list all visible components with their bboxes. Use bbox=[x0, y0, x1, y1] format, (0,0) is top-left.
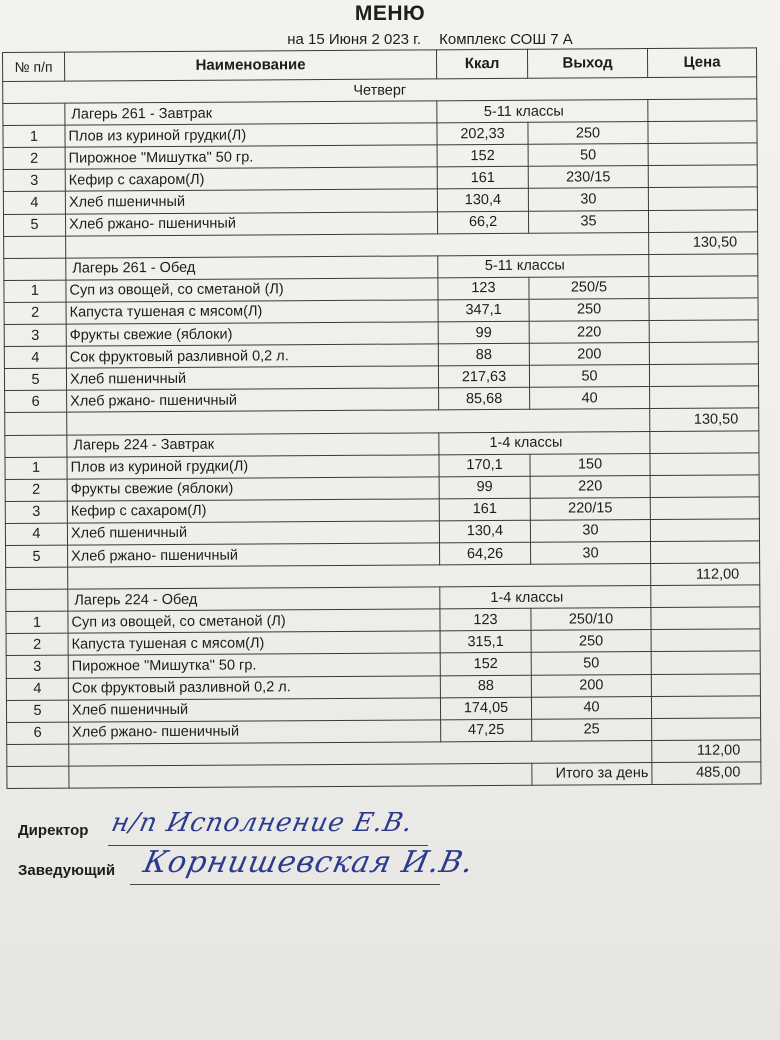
item-number: 2 bbox=[4, 302, 66, 324]
item-price bbox=[650, 386, 759, 409]
item-output: 40 bbox=[531, 696, 651, 719]
item-name: Плов из куриной грудки(Л) bbox=[67, 454, 439, 478]
item-name: Хлеб пшеничный bbox=[67, 521, 439, 545]
item-number: 5 bbox=[3, 214, 65, 236]
item-number: 2 bbox=[5, 479, 67, 501]
item-kcal: 88 bbox=[440, 675, 531, 698]
manager-signature: Корнишевская И.В. bbox=[140, 845, 478, 880]
day-total-num-cell bbox=[7, 766, 69, 788]
item-output: 230/15 bbox=[528, 166, 648, 189]
item-name: Хлеб ржано- пшеничный bbox=[67, 388, 439, 412]
item-price bbox=[649, 298, 758, 321]
total-num-cell bbox=[6, 567, 68, 589]
item-name: Сок фруктовый разливной 0,2 л. bbox=[68, 675, 440, 699]
complex-name: Комплекс СОШ 7 А bbox=[439, 31, 573, 48]
section-header-num-cell bbox=[6, 589, 68, 611]
item-output: 35 bbox=[528, 210, 648, 233]
item-number: 6 bbox=[5, 390, 67, 412]
item-kcal: 315,1 bbox=[440, 631, 531, 654]
manager-label: Заведующий bbox=[18, 862, 116, 879]
item-number: 1 bbox=[5, 457, 67, 479]
item-name: Хлеб ржано- пшеничный bbox=[65, 211, 437, 235]
item-output: 50 bbox=[531, 652, 651, 675]
section-header-num-cell bbox=[4, 258, 66, 280]
item-kcal: 99 bbox=[438, 321, 529, 344]
item-output: 250/10 bbox=[531, 608, 651, 631]
item-name: Фрукты свежие (яблоки) bbox=[67, 477, 439, 501]
item-number: 3 bbox=[4, 324, 66, 346]
item-kcal: 174,05 bbox=[440, 697, 531, 720]
section-total: 112,00 bbox=[651, 563, 760, 586]
item-kcal: 217,63 bbox=[438, 366, 529, 389]
day-name: Четверг bbox=[3, 77, 757, 104]
item-price bbox=[648, 187, 757, 210]
day-total-row bbox=[7, 762, 761, 789]
item-number: 5 bbox=[6, 700, 68, 722]
day-total-spacer bbox=[69, 763, 532, 788]
day-total-label: Итого за день bbox=[532, 762, 652, 785]
item-price bbox=[650, 497, 759, 520]
item-output: 25 bbox=[532, 718, 652, 741]
item-price bbox=[651, 696, 760, 719]
item-number: 4 bbox=[4, 346, 66, 368]
item-price bbox=[648, 121, 757, 144]
item-price bbox=[649, 342, 758, 365]
item-price bbox=[651, 629, 760, 652]
section-header-price-cell bbox=[649, 254, 758, 277]
item-output: 30 bbox=[528, 188, 648, 211]
item-price bbox=[650, 475, 759, 498]
section-classes: 1-4 классы bbox=[440, 586, 651, 609]
item-name: Хлеб ржано- пшеничный bbox=[69, 720, 441, 744]
item-number: 2 bbox=[3, 147, 65, 169]
section-header-num-cell bbox=[5, 435, 67, 457]
item-name: Пирожное "Мишутка" 50 гр. bbox=[68, 653, 440, 677]
menu-body bbox=[3, 99, 761, 788]
item-price bbox=[651, 541, 760, 564]
item-output: 200 bbox=[529, 343, 649, 366]
item-output: 220 bbox=[529, 321, 649, 344]
item-output: 30 bbox=[530, 519, 650, 542]
item-name: Хлеб пшеничный bbox=[68, 697, 440, 721]
table-header-row bbox=[3, 48, 757, 82]
section-header-price-cell bbox=[651, 585, 760, 608]
item-price bbox=[650, 519, 759, 542]
item-price bbox=[649, 320, 758, 343]
item-kcal: 130,4 bbox=[439, 520, 530, 543]
col-header-name: Наименование bbox=[65, 50, 437, 81]
item-name: Пирожное "Мишутка" 50 гр. bbox=[65, 145, 437, 169]
director-signature: н/п Исполнение Е.В. bbox=[108, 808, 416, 838]
total-num-cell bbox=[7, 744, 69, 766]
item-kcal: 85,68 bbox=[439, 388, 530, 411]
item-name: Фрукты свежие (яблоки) bbox=[66, 322, 438, 346]
item-number: 3 bbox=[6, 656, 68, 678]
section-classes: 5-11 классы bbox=[437, 100, 648, 123]
item-kcal: 99 bbox=[439, 476, 530, 499]
item-name: Кефир с сахаром(Л) bbox=[65, 167, 437, 191]
item-price bbox=[649, 276, 758, 299]
item-output: 50 bbox=[528, 144, 648, 167]
item-name: Сок фруктовый разливной 0,2 л. bbox=[66, 344, 438, 368]
item-output: 250 bbox=[531, 630, 651, 653]
item-name: Хлеб пшеничный bbox=[65, 189, 437, 213]
item-kcal: 66,2 bbox=[437, 211, 528, 234]
item-price bbox=[648, 209, 757, 232]
item-name: Плов из куриной грудки(Л) bbox=[65, 123, 437, 147]
col-header-kcal: Ккал bbox=[436, 49, 527, 79]
item-kcal: 161 bbox=[437, 167, 528, 190]
item-price bbox=[651, 651, 760, 674]
item-number: 6 bbox=[7, 722, 69, 744]
section-header-num-cell bbox=[3, 103, 65, 125]
item-kcal: 347,1 bbox=[438, 299, 529, 322]
item-number: 5 bbox=[4, 368, 66, 390]
item-name: Суп из овощей, со сметаной (Л) bbox=[68, 609, 440, 633]
item-number: 4 bbox=[5, 523, 67, 545]
section-total: 130,50 bbox=[649, 232, 758, 255]
item-kcal: 47,25 bbox=[441, 719, 532, 742]
item-kcal: 88 bbox=[438, 343, 529, 366]
item-number: 4 bbox=[3, 192, 65, 214]
item-output: 150 bbox=[530, 453, 650, 476]
item-number: 1 bbox=[3, 125, 65, 147]
item-output: 220 bbox=[530, 475, 650, 498]
director-label: Директор bbox=[18, 822, 89, 839]
section-title: Лагерь 224 - Обед bbox=[68, 587, 440, 611]
item-name: Хлеб пшеничный bbox=[66, 366, 438, 390]
section-title: Лагерь 261 - Обед bbox=[66, 256, 438, 280]
menu-table bbox=[2, 47, 761, 789]
manager-signature-line bbox=[130, 884, 440, 885]
section-title: Лагерь 224 - Завтрак bbox=[67, 432, 439, 456]
item-output: 200 bbox=[531, 674, 651, 697]
item-kcal: 64,26 bbox=[440, 542, 531, 565]
item-number: 1 bbox=[6, 611, 68, 633]
item-price bbox=[650, 452, 759, 475]
document-subtitle bbox=[150, 31, 710, 48]
col-header-price: Цена bbox=[647, 48, 756, 78]
item-kcal: 161 bbox=[439, 498, 530, 521]
item-kcal: 130,4 bbox=[437, 189, 528, 212]
item-price bbox=[652, 718, 761, 741]
item-number: 4 bbox=[6, 678, 68, 700]
item-number: 2 bbox=[6, 633, 68, 655]
item-number: 3 bbox=[3, 169, 65, 191]
section-classes: 5-11 классы bbox=[438, 254, 649, 277]
menu-date: на 15 Июня 2 023 г. bbox=[287, 31, 421, 48]
day-total-value: 485,00 bbox=[652, 762, 761, 785]
section-header-price-cell bbox=[648, 99, 757, 122]
item-kcal: 123 bbox=[440, 609, 531, 632]
item-name: Хлеб ржано- пшеничный bbox=[68, 543, 440, 567]
item-kcal: 170,1 bbox=[439, 454, 530, 477]
total-num-cell bbox=[4, 236, 66, 258]
item-output: 250/5 bbox=[529, 276, 649, 299]
item-price bbox=[648, 165, 757, 188]
item-number: 1 bbox=[4, 280, 66, 302]
total-num-cell bbox=[5, 413, 67, 435]
item-output: 250 bbox=[529, 298, 649, 321]
item-output: 30 bbox=[531, 542, 651, 565]
item-kcal: 152 bbox=[437, 145, 528, 168]
item-name: Кефир с сахаром(Л) bbox=[67, 499, 439, 523]
section-header-price-cell bbox=[650, 430, 759, 453]
item-price bbox=[648, 143, 757, 166]
section-total: 130,50 bbox=[650, 408, 759, 431]
item-output: 250 bbox=[528, 122, 648, 145]
item-name: Капуста тушеная с мясом(Л) bbox=[66, 300, 438, 324]
col-header-output: Выход bbox=[527, 49, 647, 79]
item-number: 3 bbox=[5, 501, 67, 523]
section-total: 112,00 bbox=[652, 740, 761, 763]
item-kcal: 123 bbox=[438, 277, 529, 300]
item-price bbox=[651, 673, 760, 696]
item-kcal: 202,33 bbox=[437, 122, 528, 145]
item-output: 40 bbox=[530, 387, 650, 410]
item-kcal: 152 bbox=[440, 653, 531, 676]
item-name: Капуста тушеная с мясом(Л) bbox=[68, 631, 440, 655]
document-title: МЕНЮ bbox=[354, 2, 426, 25]
section-title: Лагерь 261 - Завтрак bbox=[65, 101, 437, 125]
item-name: Суп из овощей, со сметаной (Л) bbox=[66, 278, 438, 302]
item-number: 5 bbox=[6, 545, 68, 567]
item-price bbox=[649, 364, 758, 387]
section-classes: 1-4 классы bbox=[439, 431, 650, 454]
item-output: 220/15 bbox=[530, 497, 650, 520]
col-header-num: № п/п bbox=[3, 52, 65, 81]
item-output: 50 bbox=[529, 365, 649, 388]
item-price bbox=[651, 607, 760, 630]
